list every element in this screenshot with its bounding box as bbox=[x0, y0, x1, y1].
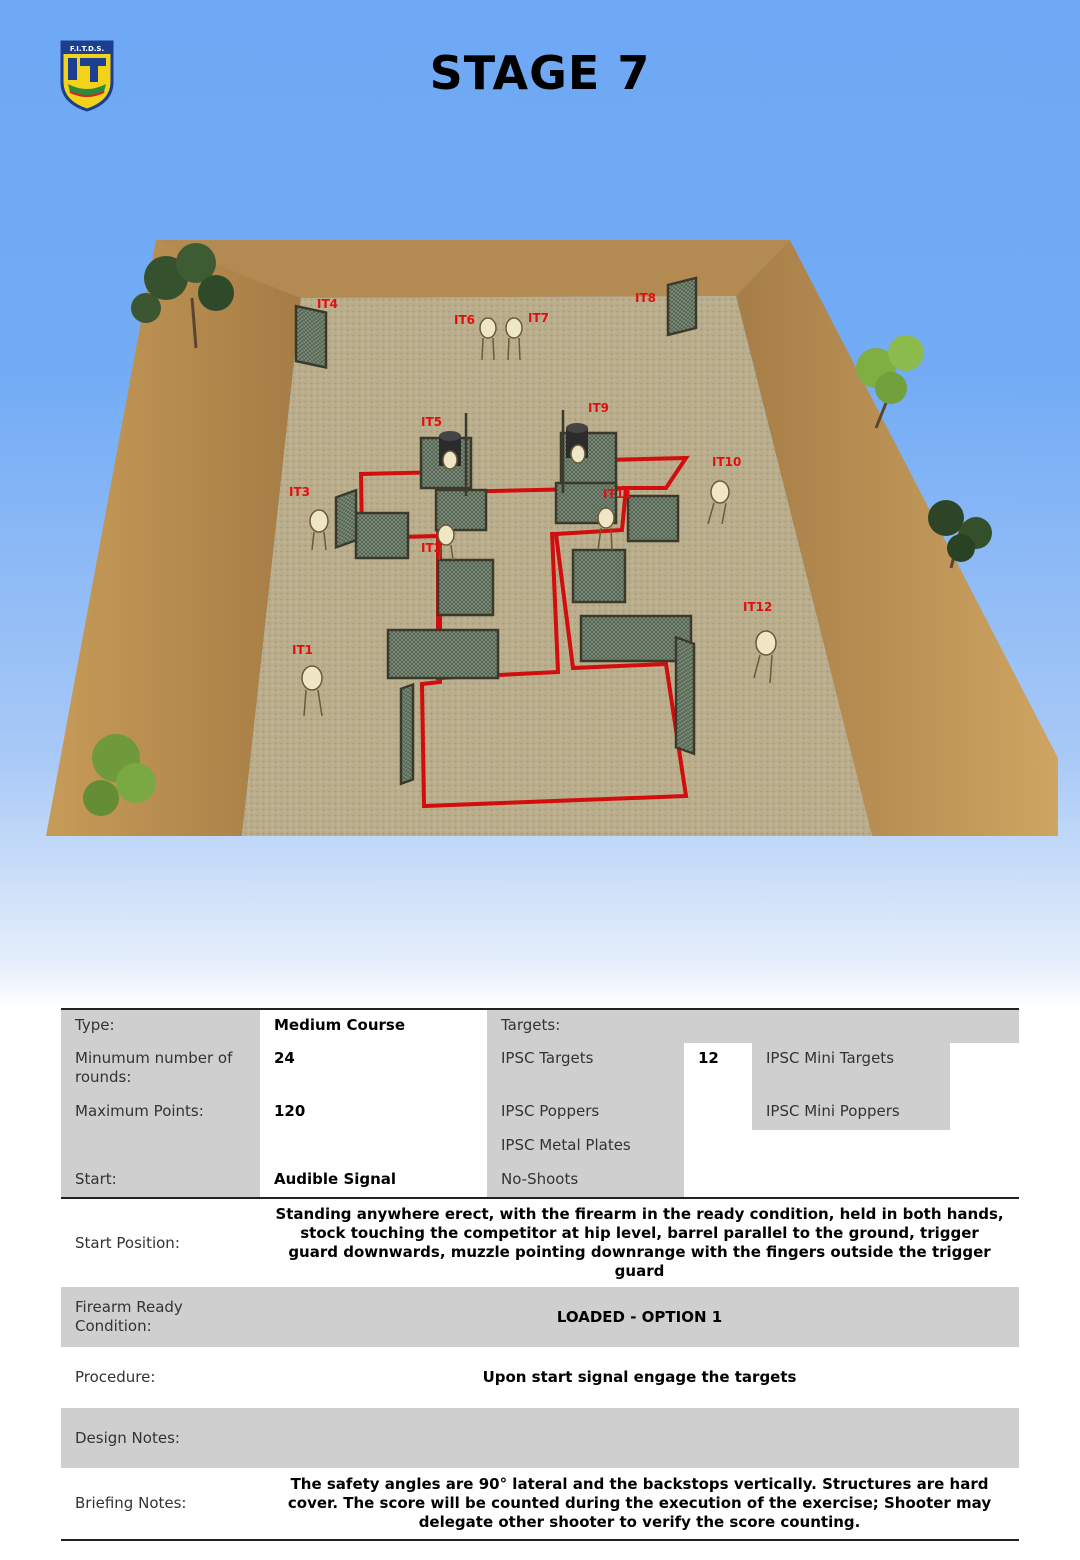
ipsc-mini-targets-label: IPSC Mini Targets bbox=[752, 1043, 950, 1096]
target-label-it12: IT12 bbox=[743, 600, 773, 614]
target-label-it8: IT8 bbox=[635, 291, 656, 305]
briefing-notes-label: Briefing Notes: bbox=[61, 1468, 260, 1540]
target-label-it11: IT11 bbox=[603, 487, 633, 501]
min-rounds-label: Minumum number of rounds: bbox=[61, 1043, 260, 1096]
start-position-value: Standing anywhere erect, with the firearm in the ready condition, held in both hands, stock touching the competitor at hip level, barrel parallel to the ground, trigger guard downwards, muzzle pointing downrange with the fingers outside the trigger guard bbox=[260, 1198, 1019, 1287]
start-position-label: Start Position: bbox=[61, 1198, 260, 1287]
stage-layout-rendering bbox=[46, 238, 1058, 838]
target-label-it2: IT2 bbox=[421, 541, 442, 555]
svg-text:F.I.T.D.S.: F.I.T.D.S. bbox=[69, 45, 105, 53]
target-label-it3: IT3 bbox=[289, 485, 310, 499]
ipsc-metal-plates-value bbox=[684, 1130, 1019, 1164]
empty-value-cell bbox=[260, 1130, 487, 1164]
type-label: Type: bbox=[61, 1009, 260, 1043]
target-label-it1: IT1 bbox=[292, 643, 313, 657]
ipsc-metal-plates-label: IPSC Metal Plates bbox=[487, 1130, 684, 1164]
firearm-ready-value: LOADED - OPTION 1 bbox=[260, 1287, 1019, 1347]
ipsc-mini-targets-value bbox=[950, 1043, 1019, 1096]
target-label-it5: IT5 bbox=[421, 415, 442, 429]
target-label-it4: IT4 bbox=[317, 297, 338, 311]
procedure-value: Upon start signal engage the targets bbox=[260, 1347, 1019, 1408]
briefing-notes-value: The safety angles are 90° lateral and the backstops vertically. Structures are hard cover. The score will be counted during the execution of the exercise; Shooter may delegate other shooter to verify the score counting. bbox=[260, 1468, 1019, 1540]
no-shoots-label: No-Shoots bbox=[487, 1164, 684, 1198]
page-title: STAGE 7 bbox=[429, 46, 651, 100]
ipsc-mini-poppers-label: IPSC Mini Poppers bbox=[752, 1096, 950, 1130]
stage-info-table bbox=[61, 1008, 1019, 1541]
max-points-label: Maximum Points: bbox=[61, 1096, 260, 1130]
design-notes-value bbox=[260, 1408, 1019, 1468]
procedure-label: Procedure: bbox=[61, 1347, 260, 1408]
ipsc-poppers-label: IPSC Poppers bbox=[487, 1096, 684, 1130]
ipsc-targets-value: 12 bbox=[684, 1043, 752, 1096]
ipsc-poppers-value bbox=[684, 1096, 752, 1130]
design-notes-label: Design Notes: bbox=[61, 1408, 260, 1468]
no-shoots-value bbox=[684, 1164, 1019, 1198]
start-value: Audible Signal bbox=[260, 1164, 487, 1198]
max-points-value: 120 bbox=[260, 1096, 487, 1130]
ipsc-targets-label: IPSC Targets bbox=[487, 1043, 684, 1096]
target-label-it10: IT10 bbox=[712, 455, 742, 469]
target-label-it6: IT6 bbox=[454, 313, 475, 327]
min-rounds-value: 24 bbox=[260, 1043, 487, 1096]
target-label-it7: IT7 bbox=[528, 311, 549, 325]
type-value: Medium Course bbox=[260, 1009, 487, 1043]
ipsc-mini-poppers-value bbox=[950, 1096, 1019, 1130]
target-label-it9: IT9 bbox=[588, 401, 609, 415]
empty-label-cell bbox=[61, 1130, 260, 1164]
firearm-ready-label: Firearm Ready Condition: bbox=[61, 1287, 260, 1347]
start-label: Start: bbox=[61, 1164, 260, 1198]
targets-label: Targets: bbox=[487, 1009, 1019, 1043]
